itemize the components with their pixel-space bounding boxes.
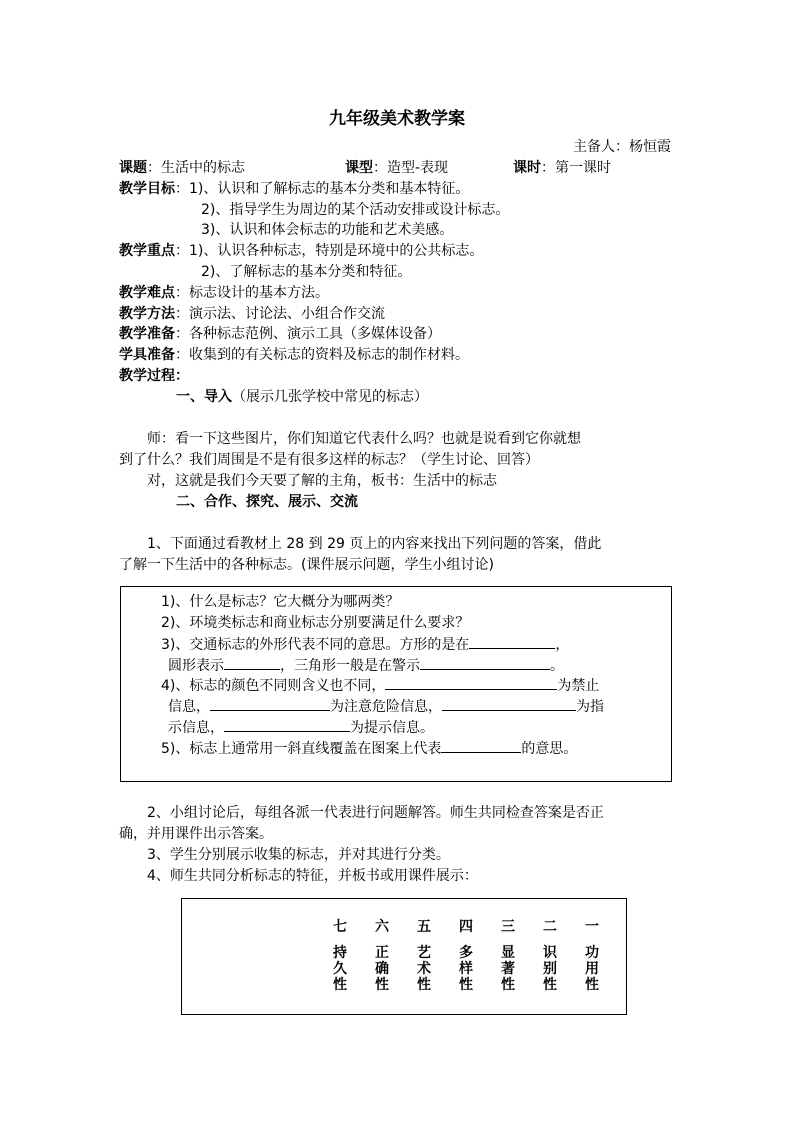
question-text: 信息， <box>168 699 210 715</box>
question-4-line-1 <box>161 675 599 696</box>
question-4-line-3 <box>168 717 434 738</box>
preparation-value: ：各种标志范例、演示工具（多媒体设备） <box>175 326 441 342</box>
answer-blank[interactable] <box>224 717 350 732</box>
author-line: 主备人：杨恒霞 <box>573 139 671 155</box>
question-text: 为提示信息。 <box>350 720 434 736</box>
question-text: 为注意危险信息， <box>330 699 442 715</box>
answer-blank[interactable] <box>469 634 555 649</box>
answer-blank[interactable] <box>442 696 576 711</box>
feature-number: 六 <box>375 919 389 935</box>
feature-label <box>372 945 392 993</box>
question-text: 为禁止 <box>557 678 600 694</box>
feature-label <box>498 945 518 993</box>
answer-blank[interactable] <box>385 675 557 690</box>
feature-char: 性 <box>543 977 557 993</box>
student-prep-value: ：收集到的有关标志的资料及标志的制作材料。 <box>175 347 469 363</box>
feature-number: 四 <box>459 919 473 935</box>
key-points-line-1 <box>119 241 483 261</box>
type-label: 课型 <box>345 160 373 176</box>
question-text: 圆形表示 <box>168 658 224 674</box>
key-point-item: ：1)、认识各种标志，特别是环境中的公共标志。 <box>175 243 484 259</box>
feature-char: 用 <box>585 961 599 977</box>
topic-value: ：生活中的标志 <box>147 160 245 176</box>
question-1: 1)、什么是标志？它大概分为哪两类？ <box>161 594 400 610</box>
feature-char: 性 <box>501 977 515 993</box>
section1-paragraph: 对，这就是我们今天要了解的主角，板书：生活中的标志 <box>147 473 497 489</box>
feature-label <box>540 945 560 993</box>
feature-char: 性 <box>459 977 473 993</box>
feature-char: 艺 <box>417 945 431 961</box>
question-4-line-2 <box>168 696 604 717</box>
section2-heading: 二、合作、探究、展示、交流 <box>176 494 358 510</box>
period-line <box>513 158 611 178</box>
objective-item: 2)、指导学生为周边的某个活动安排或设计标志。 <box>201 202 510 218</box>
section1-heading-line <box>176 387 428 407</box>
method-label: 教学方法 <box>119 306 175 322</box>
step-3: 3、学生分别展示收集的标志，并对其进行分类。 <box>147 847 450 863</box>
feature-label <box>456 945 476 993</box>
feature-char: 功 <box>585 945 599 961</box>
feature-char: 多 <box>459 945 473 961</box>
feature-label <box>582 945 602 993</box>
objective-item: 3)、认识和体会标志的功能和艺术美感。 <box>201 222 454 238</box>
method-value: ：演示法、讨论法、小组合作交流 <box>175 306 385 322</box>
difficulty-label: 教学难点 <box>119 285 175 301</box>
feature-char: 确 <box>375 961 389 977</box>
period-value: ：第一课时 <box>541 160 611 176</box>
difficulty-line <box>119 283 329 303</box>
key-point-item: 2)、了解标志的基本分类和特征。 <box>201 264 412 280</box>
step-2-continued: 确，并用课件出示答案。 <box>119 826 273 842</box>
feature-number: 三 <box>501 919 515 935</box>
feature-char: 样 <box>459 961 473 977</box>
preparation-line <box>119 324 441 344</box>
section2-paragraph: 了解一下生活中的各种标志。(课件展示问题，学生小组讨论) <box>119 557 494 573</box>
preparation-label: 教学准备 <box>119 326 175 342</box>
question-5 <box>161 738 577 759</box>
difficulty-value: ：标志设计的基本方法。 <box>175 285 329 301</box>
feature-char: 持 <box>333 945 347 961</box>
step-2: 2、小组讨论后，每组各派一代表进行问题解答。师生共同检查答案是否正 <box>147 805 604 821</box>
question-3-line-2 <box>168 655 564 676</box>
method-line <box>119 304 385 324</box>
feature-label <box>330 945 350 993</box>
process-label: 教学过程： <box>119 368 189 384</box>
objective-item: ：1)、认识和了解标志的基本分类和基本特征。 <box>175 181 470 197</box>
feature-char: 正 <box>375 945 389 961</box>
feature-char: 术 <box>417 961 431 977</box>
type-value: ：造型-表现 <box>373 160 449 176</box>
question-text: 3)、交通标志的外形代表不同的意思。方形的是在 <box>161 637 470 653</box>
answer-blank[interactable] <box>224 655 280 670</box>
answer-blank[interactable] <box>420 655 550 670</box>
topic-line <box>119 158 245 178</box>
section1-heading: 一、导入 <box>176 389 232 405</box>
question-text: 示信息， <box>168 720 224 736</box>
document-title: 九年级美术教学案 <box>329 109 465 129</box>
objectives-line-1 <box>119 179 469 199</box>
feature-char: 久 <box>333 961 347 977</box>
answer-blank[interactable] <box>210 696 330 711</box>
topic-label: 课题 <box>119 160 147 176</box>
feature-char: 性 <box>417 977 431 993</box>
section2-paragraph: 1、下面通过看教材上 28 到 29 页上的内容来找出下列问题的答案，借此 <box>147 536 602 552</box>
question-text: 的意思。 <box>521 741 578 757</box>
feature-char: 性 <box>333 977 347 993</box>
question-text: 4)、标志的颜色不同则含义也不同， <box>161 678 386 694</box>
feature-char: 性 <box>585 977 599 993</box>
question-text: 。 <box>550 658 564 674</box>
type-line <box>345 158 448 178</box>
features-box <box>181 898 627 1015</box>
question-text: ，三角形一般是在警示 <box>280 658 420 674</box>
feature-label <box>414 945 434 993</box>
section1-paragraph: 师：看一下这些图片，你们知道它代表什么吗？也就是说看到它你就想 <box>147 431 581 447</box>
question-text: 为指 <box>576 699 604 715</box>
feature-number: 五 <box>417 919 431 935</box>
feature-number: 二 <box>543 919 557 935</box>
section1-heading-note: （展示几张学校中常见的标志） <box>232 389 428 405</box>
key-points-label: 教学重点 <box>119 243 175 259</box>
feature-char: 著 <box>501 961 515 977</box>
student-prep-label: 学具准备 <box>119 347 175 363</box>
student-prep-line <box>119 345 469 365</box>
step-4: 4、师生共同分析标志的特征，并板书或用课件展示： <box>147 868 478 884</box>
feature-char: 识 <box>543 945 557 961</box>
feature-char: 性 <box>375 977 389 993</box>
section1-paragraph: 到了什么？我们周围是不是有很多这样的标志？（学生讨论、回答） <box>119 452 539 468</box>
question-2: 2)、环境类标志和商业标志分别要满足什么要求？ <box>161 615 470 631</box>
question-3-line-1 <box>161 634 569 655</box>
question-text: 5)、标志上通常用一斜直线覆盖在图案上代表 <box>161 741 442 757</box>
feature-number: 一 <box>585 919 599 935</box>
objectives-label: 教学目标 <box>119 181 175 197</box>
period-label: 课时 <box>513 160 541 176</box>
question-text: ， <box>555 637 570 653</box>
feature-char: 显 <box>501 945 515 961</box>
feature-char: 别 <box>543 961 557 977</box>
feature-number: 七 <box>333 919 347 935</box>
answer-blank[interactable] <box>441 738 521 753</box>
